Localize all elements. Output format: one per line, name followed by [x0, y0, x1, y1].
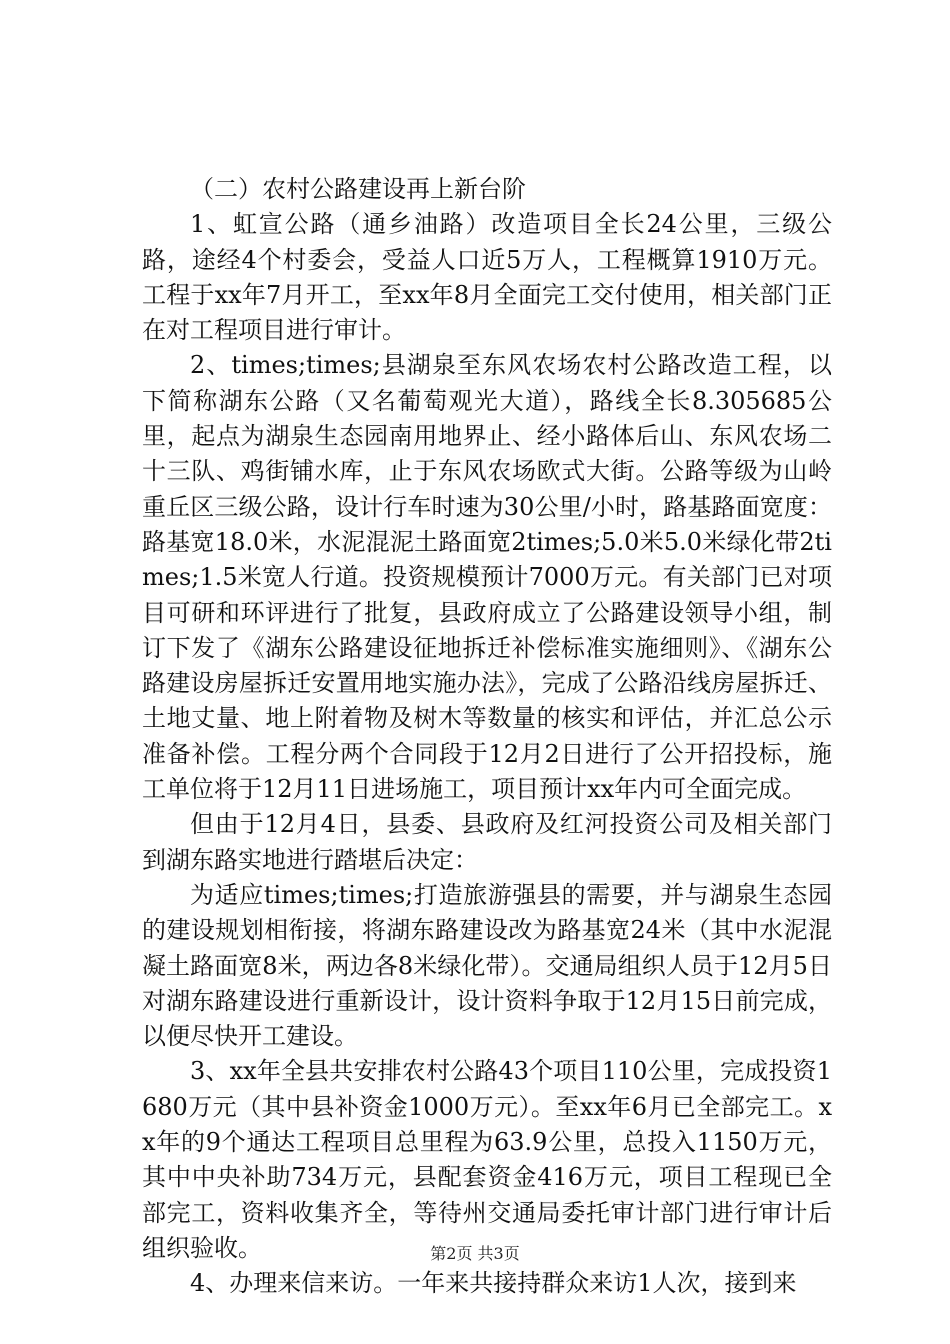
- page-footer: 第2页 共3页: [430, 1244, 520, 1263]
- paragraph-3: 但由于12月4日，县委、县政府及红河投资公司及相关部门到湖东路实地进行踏堪后决定：: [142, 810, 832, 874]
- section-heading: （二）农村公路建设再上新台阶: [190, 175, 526, 203]
- paragraph-6: 4、办理来信来访。一年来共接持群众来访1人次，接到来: [190, 1269, 797, 1298]
- paragraph-4: 为适应times;times;打造旅游强县的需要，并与湖泉生态园的建设规划相衔接，将湖东路建设改为路基宽24米（其中水泥混凝土路面宽8米，两边各8米绿化带）。交通局组织人员于12月5日对湖东路建设进行重新设计，设计资料争取于12月15日前完成，以便尽快开工建设。: [142, 880, 832, 1051]
- paragraph-2: 2、times;times;县湖泉至东风农场农村公路改造工程，以下简称湖东公路（又名葡萄观光大道），路线全长8.305685公里，起点为湖泉生态园南用地界止、经小路体后山、东风农场二十三队、鸡街铺水库，止于东风农场欧式大街。公路等级为山岭重丘区三级公路，设计行车时速为30公里/小时，路基路面宽度：路基宽18.0米，水泥混泥土路面宽2times;5.0米5.0米绿化带2times;1.5米宽人行道。投资规模预计7000万元。有关部门已对项目可研和环评进行了批复，县政府成立了公路建设领导小组，制订下发了《湖东公路建设征地拆迁补偿标准实施细则》、《湖东公路建设房屋拆迁安置用地实施办法》，完成了公路沿线房屋拆迁、土地丈量、地上附着物及树木等数量的核实和评估，并汇总公示准备补偿。工程分两个合同段于12月2日进行了公开招投标，施工单位将于12月11日进场施工，项目预计xx年内可全面完成。: [142, 351, 832, 804]
- paragraph-1: 1、虹宣公路（通乡油路）改造项目全长24公里，三级公路，途经4个村委会，受益人口近5万人，工程概算1910万元。工程于xx年7月开工，至xx年8月全面完工交付使用，相关部门正在对工程项目进行审计。: [142, 210, 832, 345]
- document-body: [142, 172, 832, 1302]
- paragraph-5: 3、xx年全县共安排农村公路43个项目110公里，完成投资1680万元（其中县补资金1000万元）。至xx年6月已全部完工。xx年的9个通达工程项目总里程为63.9公里，总投入1150万元，其中中央补助734万元，县配套资金416万元，项目工程现已全部完工，资料收集齐全，等待州交通局委托审计部门进行审计后组织验收。: [142, 1057, 832, 1262]
